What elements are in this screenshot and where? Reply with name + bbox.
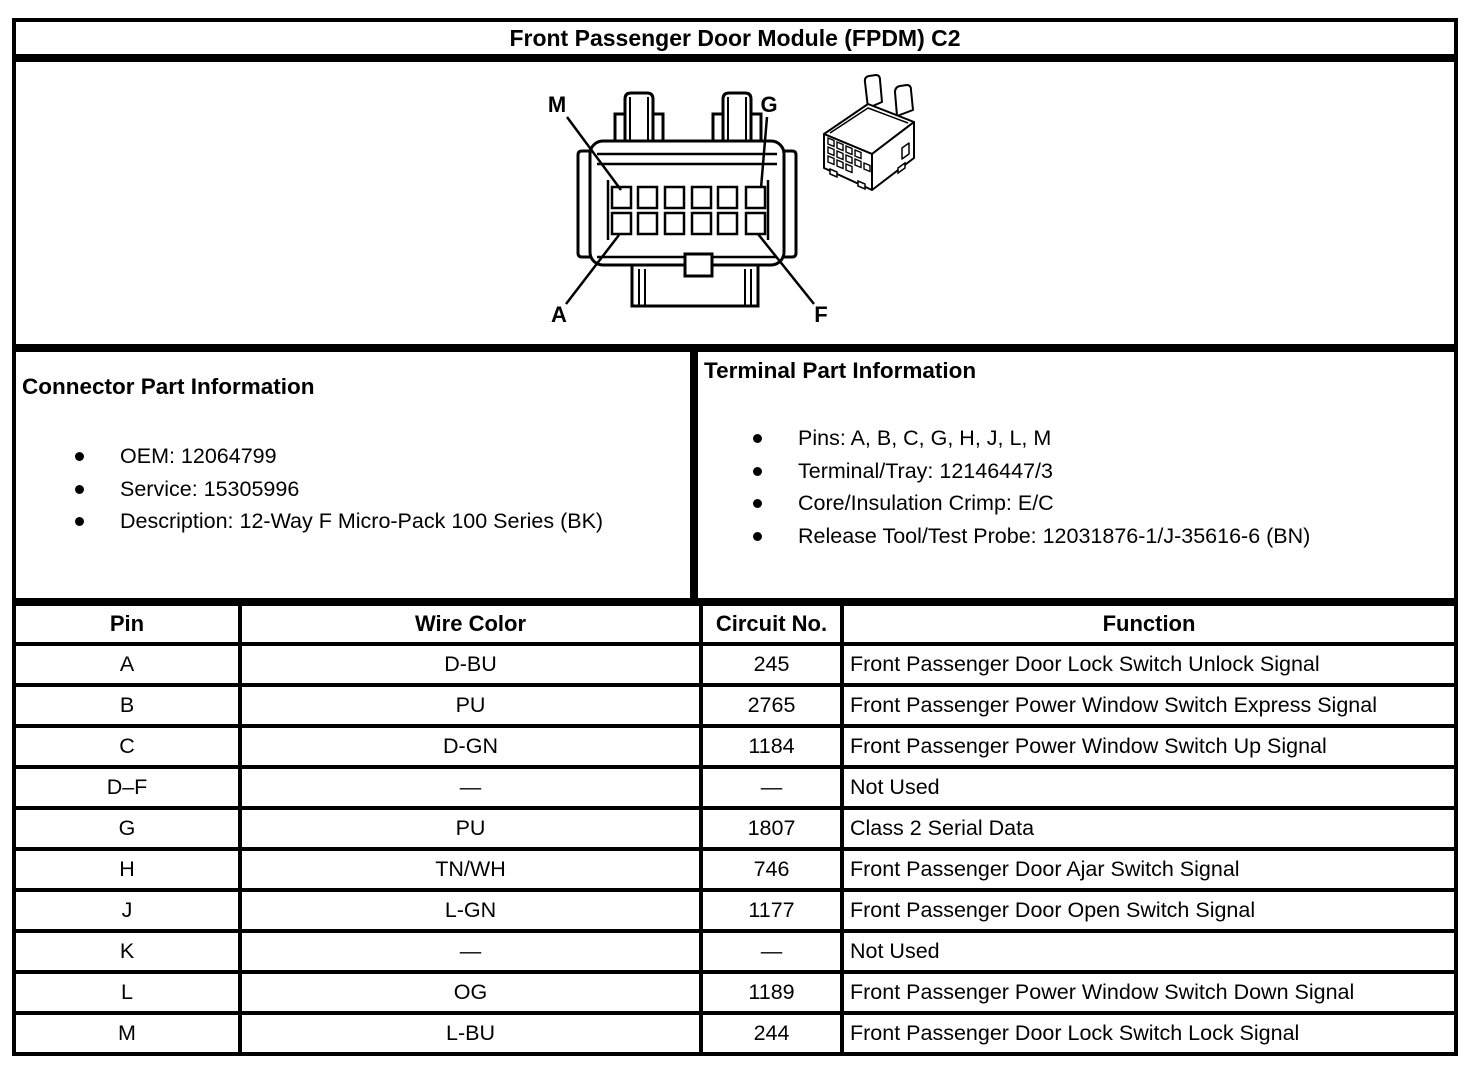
page-title: Front Passenger Door Module (FPDM) C2	[509, 24, 961, 51]
table-cell: Front Passenger Power Window Switch Express Signal	[842, 685, 1456, 726]
col-header-circuit-no: Circuit No.	[701, 604, 842, 644]
table-cell: A	[14, 644, 240, 685]
table-cell: OG	[240, 972, 701, 1013]
latch-ear-left	[865, 75, 882, 108]
table-cell: Front Passenger Door Lock Switch Lock Signal	[842, 1013, 1456, 1054]
connector-left-wing	[578, 151, 590, 257]
table-row	[14, 890, 1456, 931]
pin-cavity-grid	[612, 187, 765, 234]
table-cell: Not Used	[842, 767, 1456, 808]
table-cell: PU	[240, 685, 701, 726]
col-header-pin: Pin	[14, 604, 240, 644]
table-cell: M	[14, 1013, 240, 1054]
col-header-wire-color: Wire Color	[240, 604, 701, 644]
terminal-part-info-heading: Terminal Part Information	[704, 358, 977, 383]
table-cell: 1184	[701, 726, 842, 767]
part-information-row	[12, 348, 1458, 602]
table-cell: —	[240, 767, 701, 808]
table-cell: D-GN	[240, 726, 701, 767]
connector-part-info-heading: Connector Part Information	[22, 374, 315, 399]
list-item: Release Tool/Test Probe: 12031876-1/J-35616-6 (BN)	[798, 520, 1454, 553]
table-cell: —	[701, 767, 842, 808]
connector-part-info-panel	[12, 348, 694, 602]
table-cell: J	[14, 890, 240, 931]
list-item: Core/Insulation Crimp: E/C	[798, 487, 1454, 520]
list-item: Terminal/Tray: 12146447/3	[798, 455, 1454, 488]
connector-key-notch	[685, 254, 712, 276]
table-cell: 244	[701, 1013, 842, 1054]
list-item: Description: 12-Way F Micro-Pack 100 Series (BK)	[120, 505, 690, 538]
table-cell: G	[14, 808, 240, 849]
table-cell: Front Passenger Power Window Switch Up Signal	[842, 726, 1456, 767]
table-cell: B	[14, 685, 240, 726]
table-cell: K	[14, 931, 240, 972]
pinout-table	[12, 602, 1458, 1056]
connector-top-rim	[597, 154, 777, 164]
table-row	[14, 1013, 1456, 1054]
table-cell: Front Passenger Door Ajar Switch Signal	[842, 849, 1456, 890]
table-cell: 1807	[701, 808, 842, 849]
table-cell: H	[14, 849, 240, 890]
pinout-table-body	[14, 644, 1456, 1054]
table-cell: Front Passenger Door Lock Switch Unlock Signal	[842, 644, 1456, 685]
title-bar	[12, 18, 1458, 58]
table-header-row	[14, 604, 1456, 644]
latch-ear-right	[895, 85, 913, 116]
col-header-function: Function	[842, 604, 1456, 644]
table-cell: Not Used	[842, 931, 1456, 972]
connector-diagram-panel	[12, 58, 1458, 348]
table-cell: 1177	[701, 890, 842, 931]
table-cell: —	[240, 931, 701, 972]
table-cell: TN/WH	[240, 849, 701, 890]
table-cell: 245	[701, 644, 842, 685]
table-cell: Class 2 Serial Data	[842, 808, 1456, 849]
connector-top-tower-right	[713, 93, 761, 141]
list-item: Pins: A, B, C, G, H, J, L, M	[798, 422, 1454, 455]
table-row	[14, 931, 1456, 972]
table-row	[14, 808, 1456, 849]
table-cell: L-GN	[240, 890, 701, 931]
terminal-part-info-panel	[694, 348, 1458, 602]
connector-body-outline	[590, 141, 784, 265]
list-item: Service: 15305996	[120, 473, 690, 506]
pin-label-m: M	[547, 92, 567, 117]
connector-top-tower-left	[615, 93, 663, 141]
table-row	[14, 685, 1456, 726]
table-row	[14, 644, 1456, 685]
table-cell: L	[14, 972, 240, 1013]
connector-part-info-list	[120, 440, 690, 538]
table-cell: 2765	[701, 685, 842, 726]
table-row	[14, 972, 1456, 1013]
table-cell: 746	[701, 849, 842, 890]
table-row	[14, 849, 1456, 890]
table-cell: —	[701, 931, 842, 972]
table-row	[14, 726, 1456, 767]
table-cell: D–F	[14, 767, 240, 808]
pin-label-f: F	[814, 302, 828, 327]
terminal-part-info-list	[798, 422, 1454, 552]
pin-label-g: G	[760, 92, 778, 117]
table-cell: Front Passenger Power Window Switch Down Signal	[842, 972, 1456, 1013]
table-cell: C	[14, 726, 240, 767]
table-cell: D-BU	[240, 644, 701, 685]
table-cell: 1189	[701, 972, 842, 1013]
connector-right-wing	[784, 151, 796, 257]
connector-3d-view	[810, 72, 930, 192]
table-row	[14, 767, 1456, 808]
table-cell: L-BU	[240, 1013, 701, 1054]
table-cell: Front Passenger Door Open Switch Signal	[842, 890, 1456, 931]
list-item: OEM: 12064799	[120, 440, 690, 473]
pin-label-a: A	[551, 302, 567, 327]
table-cell: PU	[240, 808, 701, 849]
